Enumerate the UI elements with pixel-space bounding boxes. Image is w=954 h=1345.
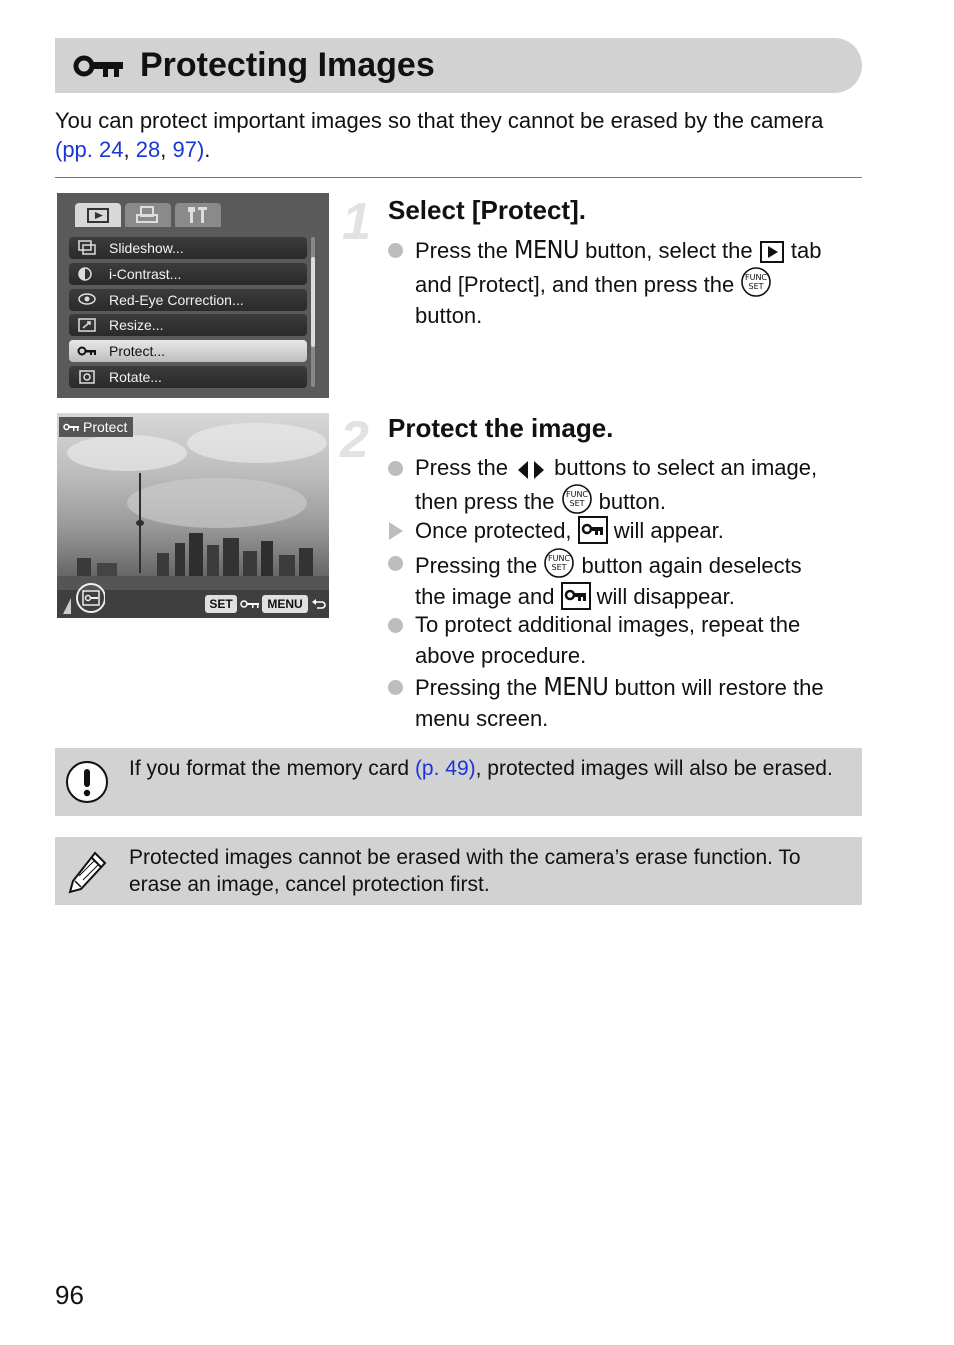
text: button. — [415, 303, 483, 328]
caution-note — [55, 748, 862, 816]
menu-scrollbar — [311, 237, 315, 387]
page-number: 96 — [55, 1280, 84, 1310]
caution-icon — [65, 760, 109, 804]
screen-bottom-bar — [57, 590, 329, 618]
svg-text:SET: SET — [569, 499, 585, 508]
menu-item-label: Resize... — [109, 317, 164, 334]
pencil-icon — [65, 849, 109, 895]
ref-link-24[interactable]: 24 — [99, 137, 124, 162]
protect-key-icon — [561, 582, 591, 610]
func-set-icon — [543, 547, 575, 579]
text: Pressing the — [415, 553, 544, 578]
menu-item-resize — [69, 314, 307, 336]
text: will disappear. — [590, 584, 735, 609]
svg-text:FUNC: FUNC — [548, 554, 571, 563]
menu-item-i-contrast — [69, 263, 307, 285]
svg-text:SET: SET — [551, 563, 567, 572]
menu-button-glyph: MENU — [543, 672, 609, 701]
print-icon — [125, 203, 171, 227]
protect-label-text: Protect — [83, 419, 128, 435]
menu-item-label: Red-Eye Correction... — [109, 291, 244, 308]
playback-icon — [75, 203, 121, 227]
left-right-arrows-icon — [514, 459, 548, 481]
intro-sep1: , — [123, 137, 136, 162]
text: Press the — [415, 455, 515, 480]
playback-tab — [75, 203, 121, 227]
func-set-icon — [740, 266, 772, 298]
camera-menu-screenshot — [57, 193, 329, 398]
bullet-dot — [388, 461, 403, 476]
key-icon — [240, 599, 260, 610]
text: buttons to select an image, — [548, 455, 818, 480]
result-arrow — [389, 522, 403, 540]
intro-sep2: , — [160, 137, 173, 162]
note-text: , protected images will also be erased. — [475, 757, 833, 780]
text: button, select the — [578, 238, 759, 263]
note-text: If you format the memory card — [129, 757, 415, 780]
bullet-dot — [388, 243, 403, 258]
text: the image and — [415, 584, 561, 609]
slideshow-icon — [77, 240, 97, 256]
text: button again deselects — [575, 553, 802, 578]
text: then press the — [415, 489, 561, 514]
rotate-icon — [77, 369, 97, 385]
protect-label — [59, 417, 133, 437]
text: Pressing the — [415, 675, 538, 700]
ref-link-28[interactable]: 28 — [135, 137, 161, 162]
intro-ref-open: (pp. — [55, 137, 100, 162]
key-icon — [63, 422, 79, 432]
text: and [Protect], and then press the — [415, 272, 741, 297]
protect-key-icon — [578, 516, 608, 544]
note-text: Protected images cannot be erased with the camera’s erase function. To erase an image, cancel protection first. — [129, 846, 801, 896]
menu-item-label: i-Contrast... — [109, 265, 182, 282]
menu-item-red-eye — [69, 289, 307, 311]
scroll-thumb — [311, 257, 315, 347]
svg-text:FUNC: FUNC — [745, 273, 768, 282]
camera-protect-screenshot — [57, 413, 329, 618]
set-button-chip: SET — [205, 595, 237, 613]
svg-text:SET: SET — [748, 282, 764, 291]
menu-item-protect — [69, 340, 307, 362]
text: tab — [784, 238, 822, 263]
step-1-title: Select [Protect]. — [388, 195, 586, 225]
menu-item-label: Protect... — [109, 343, 166, 360]
bullet-dot — [388, 618, 403, 633]
ref-link-49[interactable]: (p. 49) — [414, 757, 476, 780]
bullet-dot — [388, 556, 403, 571]
intro-end: . — [204, 137, 211, 162]
settings-tab — [175, 203, 221, 227]
text: button. — [592, 489, 666, 514]
divider — [55, 177, 862, 178]
step-number-1: 1 — [342, 193, 371, 251]
bullet-dot — [388, 680, 403, 695]
tools-icon — [175, 203, 221, 227]
red-eye-icon — [77, 292, 97, 308]
key-icon — [77, 343, 97, 359]
menu-list — [69, 237, 307, 392]
return-icon — [311, 596, 327, 612]
intro-ref-close: ) — [196, 137, 205, 162]
func-set-icon — [561, 483, 593, 515]
menu-item-rotate — [69, 366, 307, 388]
step-2-title: Protect the image. — [388, 413, 614, 443]
text: above procedure. — [415, 643, 587, 668]
resize-icon — [77, 317, 97, 333]
text: menu screen. — [415, 706, 549, 731]
text: Press the — [415, 238, 515, 263]
text: Once protected, — [415, 518, 578, 543]
key-icon — [73, 52, 125, 80]
menu-button-chip: MENU — [262, 595, 308, 613]
info-note — [55, 837, 862, 905]
title-bar — [55, 38, 862, 93]
menu-item-label: Rotate... — [109, 368, 162, 385]
page-title: Protecting Images — [140, 46, 435, 84]
text: will appear. — [607, 518, 724, 543]
ref-link-97[interactable]: 97 — [172, 137, 197, 162]
menu-button-glyph: MENU — [514, 235, 579, 264]
print-tab — [125, 203, 171, 227]
playback-tab-icon — [759, 240, 785, 264]
text: button will restore the — [608, 675, 824, 700]
menu-item-label: Slideshow... — [109, 240, 184, 256]
contrast-icon — [77, 266, 97, 282]
step-number-2: 2 — [340, 411, 369, 469]
selected-image-key-icon — [61, 580, 105, 616]
intro-paragraph — [55, 106, 855, 164]
intro-text: You can protect important images so that they cannot be erased by the camera — [55, 108, 824, 133]
menu-item-slideshow — [69, 237, 307, 259]
text: To protect additional images, repeat the — [415, 612, 801, 637]
svg-text:FUNC: FUNC — [565, 490, 588, 499]
